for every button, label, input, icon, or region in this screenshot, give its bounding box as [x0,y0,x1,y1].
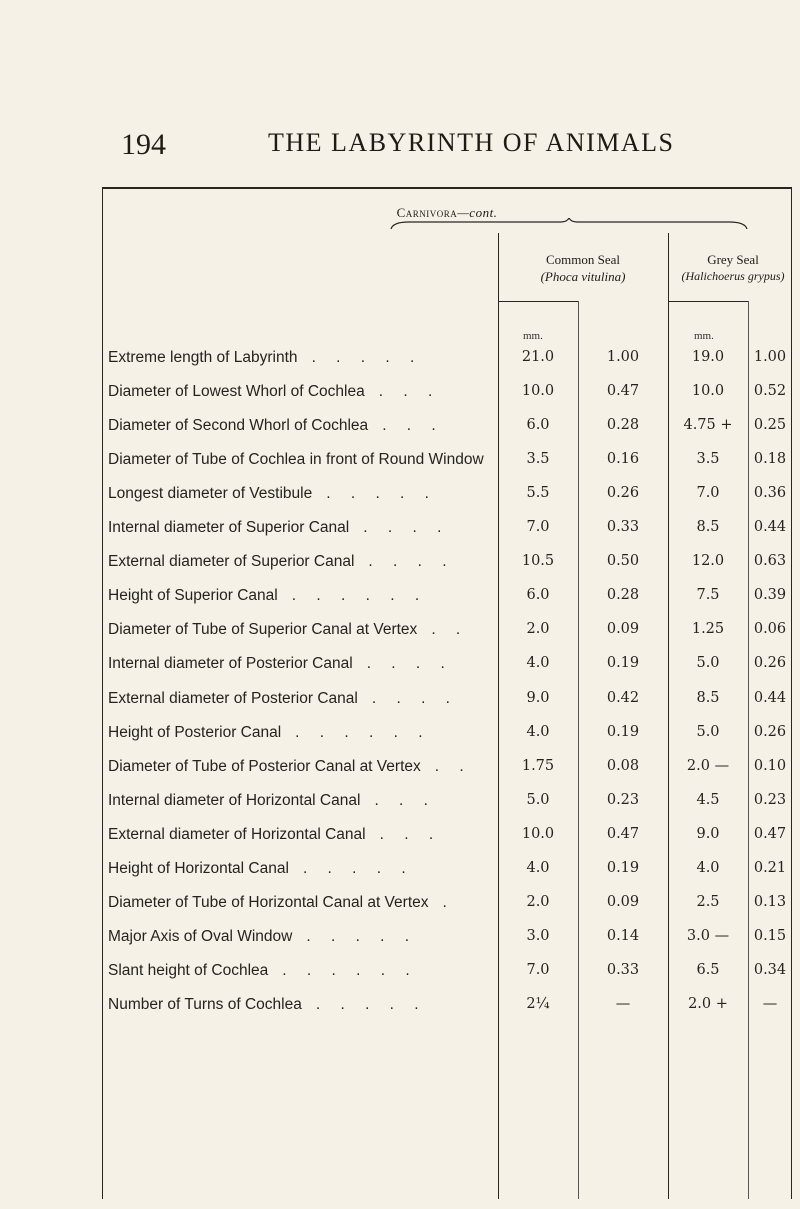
cell-grey-ratio: 0.13 [753,893,787,910]
row-label-text: Internal diameter of Posterior Canal [108,655,353,673]
header-underline [498,301,578,302]
group-heading-name: Carnivora [396,205,458,220]
leader-dots: . . [434,757,472,775]
cell-grey-mm: 1.25 [691,621,725,638]
cell-seal-mm: 4.0 [526,723,550,740]
cell-seal-mm: 3.5 [526,451,550,468]
row-label-text: Diameter of Second Whorl of Cochlea [108,417,369,435]
cell-seal-mm: 2¼ [526,995,550,1012]
leader-dots: . . . . . [315,995,427,1013]
cell-grey-ratio: 0.63 [753,553,787,570]
cell-grey-ratio: 0.44 [753,689,787,706]
table-row [102,894,792,928]
cell-seal-mm: 4.0 [526,655,550,672]
cell-seal-mm: 6.0 [526,417,550,434]
table-row [102,996,792,1030]
cell-seal-mm: 2.0 [526,893,550,910]
cell-grey-mm: 3.0 — [686,927,730,944]
cell-grey-mm: 7.5 [696,587,720,604]
column-head-latin: (Halichoerus grypus) [681,269,785,283]
row-label [108,349,504,367]
cell-seal-ratio: 0.23 [606,791,640,808]
row-label-text: External diameter of Horizontal Canal [108,825,366,843]
cell-grey-mm: 10.0 [691,383,725,400]
cell-seal-mm: 4.0 [526,859,550,876]
column-head-common-seal [500,251,666,285]
cell-grey-mm: 7.0 [696,485,720,502]
row-label-text: Height of Horizontal Canal [108,859,289,877]
cell-grey-mm: 2.5 [696,893,720,910]
row-label [108,792,504,810]
row-label-text: Internal diameter of Superior Canal [108,519,350,537]
row-label [108,553,504,571]
page-number: 194 [121,128,166,161]
table-row [102,690,792,724]
table-row [102,860,792,894]
cell-grey-ratio: 0.26 [753,655,787,672]
leader-dots: . . . . [366,655,453,673]
unit-label: mm. [694,330,714,342]
cell-seal-ratio: 0.26 [606,485,640,502]
row-label [108,996,504,1014]
leader-dots: . . . [374,791,436,809]
row-label [108,826,504,844]
header-underline [668,301,748,302]
row-label-text: Diameter of Tube of Posterior Canal at Vertex [108,757,421,775]
row-label-text: Diameter of Lowest Whorl of Cochlea [108,383,365,401]
leader-dots: . . . [379,825,442,843]
table-row [102,826,792,860]
cell-seal-ratio: 0.09 [606,893,640,910]
cell-grey-mm: 8.5 [696,519,720,536]
row-label [108,758,504,776]
table-row [102,519,792,553]
column-head-name: Common Seal [545,252,621,267]
row-label [108,724,504,742]
cell-grey-ratio: 0.18 [753,451,787,468]
leader-dots: . . . . [368,553,455,571]
table-row [102,553,792,587]
row-label-text: Diameter of Tube of Superior Canal at Vertex [108,621,418,639]
leader-dots: . . . [378,383,441,401]
cell-grey-ratio: 0.44 [753,519,787,536]
cell-seal-ratio: 0.08 [606,757,640,774]
page-header [0,128,800,168]
cell-grey-ratio: — [762,995,778,1012]
row-label [108,451,504,469]
table-row [102,451,792,485]
row-label [108,383,504,401]
leader-dots: . . . . . [306,927,418,945]
row-label [108,928,504,946]
cell-grey-mm: 8.5 [696,689,720,706]
row-label-text: Height of Posterior Canal [108,723,282,741]
cell-seal-ratio: 0.33 [606,519,640,536]
leader-dots: . . . . [371,689,458,707]
row-label-text: Internal diameter of Horizontal Canal [108,791,361,809]
cell-grey-mm: 4.0 [696,859,720,876]
column-head-name: Grey Seal [707,252,759,267]
cell-grey-ratio: 0.47 [753,825,787,842]
row-label-text: Diameter of Tube of Horizontal Canal at Vertex [108,893,429,911]
running-title: THE LABYRINTH OF ANIMALS [268,128,675,157]
row-label [108,860,504,878]
cell-seal-ratio: 0.33 [606,961,640,978]
leader-dots: . . . . [363,519,450,537]
cell-seal-mm: 9.0 [526,689,550,706]
table-row [102,758,792,792]
cell-grey-mm: 4.5 [696,791,720,808]
table-row [102,928,792,962]
row-label [108,417,504,435]
cell-grey-mm: 4.75 + [683,417,733,434]
cell-seal-mm: 10.0 [521,825,555,842]
table-row [102,587,792,621]
table-row [102,349,792,383]
cell-grey-ratio: 0.34 [753,961,787,978]
cell-seal-ratio: 0.47 [606,383,640,400]
leader-dots: . . . . . [302,859,414,877]
leader-dots: . [442,893,455,911]
cell-seal-mm: 7.0 [526,961,550,978]
row-label [108,587,504,605]
cell-seal-ratio: 0.09 [606,621,640,638]
column-head-grey-seal [668,251,798,285]
row-label-text: Longest diameter of Vestibule [108,485,313,503]
cell-seal-ratio: 0.28 [606,587,640,604]
cell-seal-ratio: 0.16 [606,451,640,468]
cell-seal-ratio: 0.42 [606,689,640,706]
leader-dots: . . . . . . [291,587,428,605]
cell-grey-mm: 6.5 [696,961,720,978]
cell-grey-ratio: 0.52 [753,383,787,400]
cell-grey-ratio: 0.21 [753,859,787,876]
row-label [108,485,504,503]
row-label [108,962,504,980]
cell-grey-ratio: 0.26 [753,723,787,740]
table-row [102,417,792,451]
cell-grey-ratio: 0.15 [753,927,787,944]
cell-seal-mm: 7.0 [526,519,550,536]
table-row [102,485,792,519]
table-row [102,621,792,655]
cell-grey-ratio: 0.36 [753,485,787,502]
row-label [108,519,504,537]
cell-seal-ratio: 0.19 [606,859,640,876]
cell-grey-ratio: 0.25 [753,417,787,434]
cell-grey-ratio: 0.10 [753,757,787,774]
group-brace [389,218,749,230]
row-label [108,894,504,912]
row-label [108,655,504,673]
table-row [102,655,792,689]
table-row [102,962,792,996]
row-label-text: Slant height of Cochlea [108,961,269,979]
cell-seal-mm: 10.5 [521,553,555,570]
cell-seal-mm: 21.0 [521,349,555,365]
cell-seal-ratio: 0.50 [606,553,640,570]
cell-seal-mm: 2.0 [526,621,550,638]
cell-grey-mm: 12.0 [691,553,725,570]
column-head-latin: (Phoca vitulina) [540,269,626,284]
row-label-text: Height of Superior Canal [108,587,278,605]
cell-seal-mm: 5.5 [526,485,550,502]
row-label-text: External diameter of Posterior Canal [108,689,358,707]
cell-seal-ratio: 0.28 [606,417,640,434]
cell-seal-ratio: 0.19 [606,723,640,740]
row-label [108,690,504,708]
cell-grey-mm: 5.0 [696,723,720,740]
leader-dots: . . . . . . [282,961,418,979]
cell-seal-ratio: 0.14 [606,927,640,944]
leader-dots: . . . . . [326,485,437,503]
cell-seal-ratio: 0.47 [606,825,640,842]
cell-grey-mm: 2.0 + [688,995,728,1012]
cell-seal-mm: 3.0 [526,927,550,944]
cell-seal-ratio: 1.00 [606,349,640,365]
row-label-text: Diameter of Tube of Cochlea in front of Round Window [108,451,484,469]
leader-dots: . . [431,621,469,639]
cell-seal-mm: 6.0 [526,587,550,604]
cell-grey-ratio: 0.39 [753,587,787,604]
cell-grey-ratio: 1.00 [753,349,787,365]
cell-seal-ratio: 0.19 [606,655,640,672]
row-label [108,621,504,639]
cell-seal-ratio: — [615,995,631,1012]
cell-grey-mm: 3.5 [696,451,720,468]
cell-grey-mm: 2.0 — [686,757,730,774]
cell-grey-ratio: 0.06 [753,621,787,638]
leader-dots: . . . . . . [295,723,431,741]
cell-grey-mm: 19.0 [691,349,725,365]
cell-seal-mm: 10.0 [521,383,555,400]
cell-grey-mm: 9.0 [696,825,720,842]
cell-seal-mm: 1.75 [521,757,555,774]
table-row [102,383,792,417]
table-row [102,724,792,758]
row-label-text: Major Axis of Oval Window [108,927,293,945]
measurements-table [102,187,792,1209]
cell-seal-mm: 5.0 [526,791,550,808]
leader-dots: . . . [382,417,444,435]
unit-label: mm. [523,330,543,342]
cell-grey-mm: 5.0 [696,655,720,672]
leader-dots: . . . . . [311,349,423,366]
group-heading-cont: —cont. [457,205,498,220]
row-label-text: Extreme length of Labyrinth [108,349,298,366]
row-label-text: External diameter of Superior Canal [108,553,355,571]
row-label-text: Number of Turns of Cochlea [108,995,302,1013]
table-row [102,792,792,826]
cell-grey-ratio: 0.23 [753,791,787,808]
